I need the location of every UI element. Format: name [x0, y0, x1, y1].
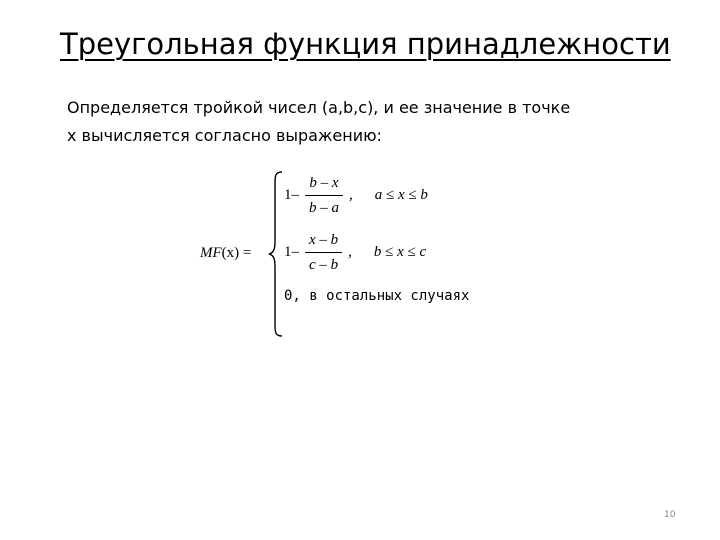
case-2-prefix: 1– [284, 244, 299, 260]
equals-sign: = [239, 245, 252, 261]
case-row-2 [284, 230, 426, 275]
case-1-separator: , [349, 187, 353, 203]
case-1-fraction [305, 173, 343, 218]
body-line-1: Определяется тройкой чисел (a,b,c), и ее значение в точке [67, 98, 571, 117]
case-row-otherwise [284, 288, 469, 304]
case-2-fraction-bar [305, 252, 342, 253]
case-1-prefix: 1– [284, 187, 299, 203]
function-name: MF [200, 245, 222, 261]
body-line-2: x вычисляется согласно выражению: [67, 126, 382, 145]
slide-body-text [67, 94, 677, 150]
case-1-fraction-bar [305, 195, 343, 196]
membership-formula [180, 170, 520, 340]
case-2-fraction [305, 230, 342, 275]
otherwise-case: 0, в остальных случаях [284, 288, 470, 304]
case-2-condition: b ≤ x ≤ c [373, 244, 427, 260]
formula-lhs [200, 245, 251, 262]
slide-title: Треугольная функция принадлежности [60, 27, 671, 61]
function-argument: (x) [221, 245, 240, 261]
left-brace [268, 170, 284, 338]
case-row-1 [284, 173, 428, 218]
case-1-numerator: b – x [309, 175, 339, 191]
page-number: 10 [664, 510, 676, 520]
case-1-denominator: b – a [309, 200, 339, 216]
case-2-denominator: c – b [309, 257, 339, 273]
case-2-separator: , [348, 244, 352, 260]
case-2-numerator: x – b [309, 232, 339, 248]
case-1-condition: a ≤ x ≤ b [374, 187, 428, 203]
